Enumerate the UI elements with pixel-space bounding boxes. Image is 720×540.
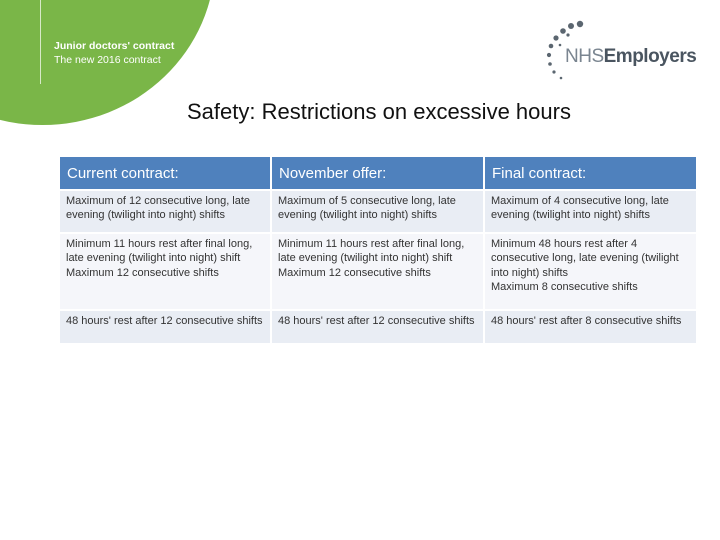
- table-row: [60, 234, 698, 311]
- table-cell: 48 hours' rest after 12 consecutive shifts: [60, 311, 272, 345]
- table-cell: Maximum of 5 consecutive long, late evening (twilight into night) shifts: [272, 191, 485, 234]
- corner-divider: [40, 0, 41, 84]
- contract-heading: [54, 39, 174, 67]
- contract-subtitle: The new 2016 contract: [54, 54, 161, 66]
- column-header-november: November offer:: [272, 157, 485, 191]
- table-cell: 48 hours' rest after 8 consecutive shifts: [485, 311, 698, 345]
- logo-wordmark: NHSEmployers: [565, 46, 697, 67]
- contract-title: Junior doctors' contract: [54, 40, 175, 52]
- comparison-table: [60, 157, 698, 345]
- table-cell: 48 hours' rest after 12 consecutive shifts: [272, 311, 485, 345]
- table-row: [60, 191, 698, 234]
- table-cell: Maximum of 12 consecutive long, late evening (twilight into night) shifts: [60, 191, 272, 234]
- table-row: [60, 311, 698, 345]
- slide-title: Safety: Restrictions on excessive hours: [187, 99, 571, 124]
- table-cell: Minimum 11 hours rest after final long, late evening (twilight into night) shift Maximum 12 consecutive shifts: [60, 234, 272, 311]
- table-cell: Maximum of 4 consecutive long, late evening (twilight into night) shifts: [485, 191, 698, 234]
- column-header-current: Current contract:: [60, 157, 272, 191]
- table-cell: Minimum 11 hours rest after final long, late evening (twilight into night) shift Maximum 12 consecutive shifts: [272, 234, 485, 311]
- column-header-final: Final contract:: [485, 157, 698, 191]
- table-cell: Minimum 48 hours rest after 4 consecutive long, late evening (twilight into night) shifts Maximum 8 consecutive shifts: [485, 234, 698, 311]
- table-header-row: [60, 157, 698, 191]
